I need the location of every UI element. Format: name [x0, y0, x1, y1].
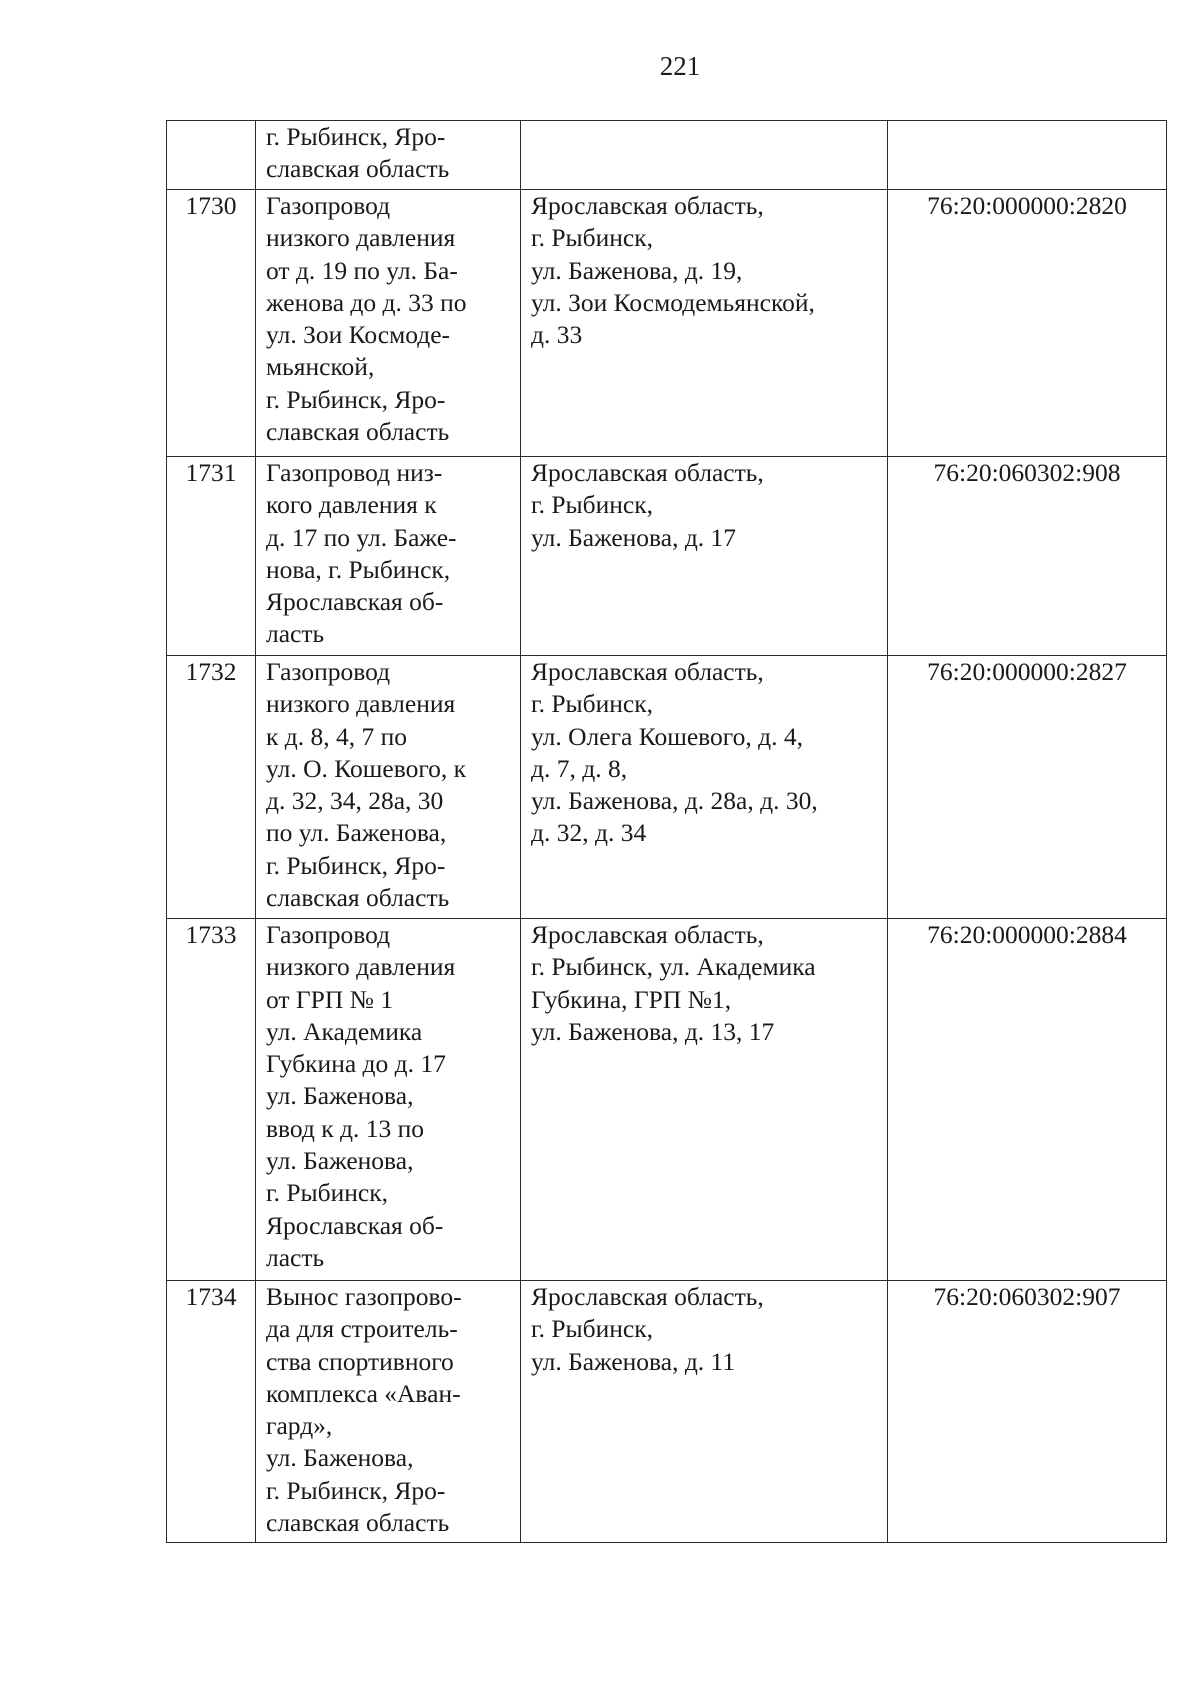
object-name: Газопровод низ- кого давления к д. 17 по ул. Баже- нова, г. Рыбинск, Ярославская об- ласть [266, 458, 457, 649]
row-number: 1733 [167, 919, 256, 1281]
page-number: 221 [659, 51, 701, 81]
table-row [167, 656, 1167, 919]
table-row [167, 457, 1167, 656]
row-number [167, 121, 256, 190]
cadastral-number: 76:20:000000:2820 [888, 190, 1167, 457]
row-number: 1734 [167, 1281, 256, 1543]
object-address: Ярославская область, г. Рыбинск, ул. Олега Кошевого, д. 4, д. 7, д. 8, ул. Баженова, д. 28а, д. 30, д. 32, д. 34 [531, 657, 818, 848]
object-address: Ярославская область, г. Рыбинск, ул. Баженова, д. 19, ул. Зои Космодемьянской, д. 33 [531, 191, 815, 350]
cadastral-number [888, 121, 1167, 190]
object-name: Вынос газопрово- да для строитель- ства спортивного комплекса «Аван- гард», ул. Баженова, г. Рыбинск, Яро- славская область [266, 1282, 462, 1538]
registry-table [166, 120, 1167, 1543]
row-number: 1730 [167, 190, 256, 457]
object-name: г. Рыбинск, Яро- славская область [266, 122, 450, 184]
table-row [167, 1281, 1167, 1543]
table-row [167, 121, 1167, 190]
cadastral-number: 76:20:060302:907 [888, 1281, 1167, 1543]
object-name: Газопровод низкого давления к д. 8, 4, 7 по ул. О. Кошевого, к д. 32, 34, 28а, 30 по ул. Баженова, г. Рыбинск, Яро- славская область [266, 657, 467, 913]
object-address: Ярославская область, г. Рыбинск, ул. Академика Губкина, ГРП №1, ул. Баженова, д. 13, 17 [531, 920, 816, 1046]
table-row [167, 919, 1167, 1281]
object-name: Газопровод низкого давления от ГРП № 1 ул. Академика Губкина до д. 17 ул. Баженова, ввод к д. 13 по ул. Баженова, г. Рыбинск, Ярославская об- ласть [266, 920, 456, 1272]
row-number: 1731 [167, 457, 256, 656]
object-address: Ярославская область, г. Рыбинск, ул. Баженова, д. 11 [531, 1282, 764, 1376]
object-address: Ярославская область, г. Рыбинск, ул. Баженова, д. 17 [531, 458, 764, 552]
object-name: Газопровод низкого давления от д. 19 по ул. Ба- женова до д. 33 по ул. Зои Космоде- мьянской, г. Рыбинск, Яро- славская область [266, 191, 467, 447]
cadastral-number: 76:20:000000:2827 [888, 656, 1167, 919]
cadastral-number: 76:20:000000:2884 [888, 919, 1167, 1281]
cadastral-number: 76:20:060302:908 [888, 457, 1167, 656]
row-number: 1732 [167, 656, 256, 919]
table-row [167, 190, 1167, 457]
